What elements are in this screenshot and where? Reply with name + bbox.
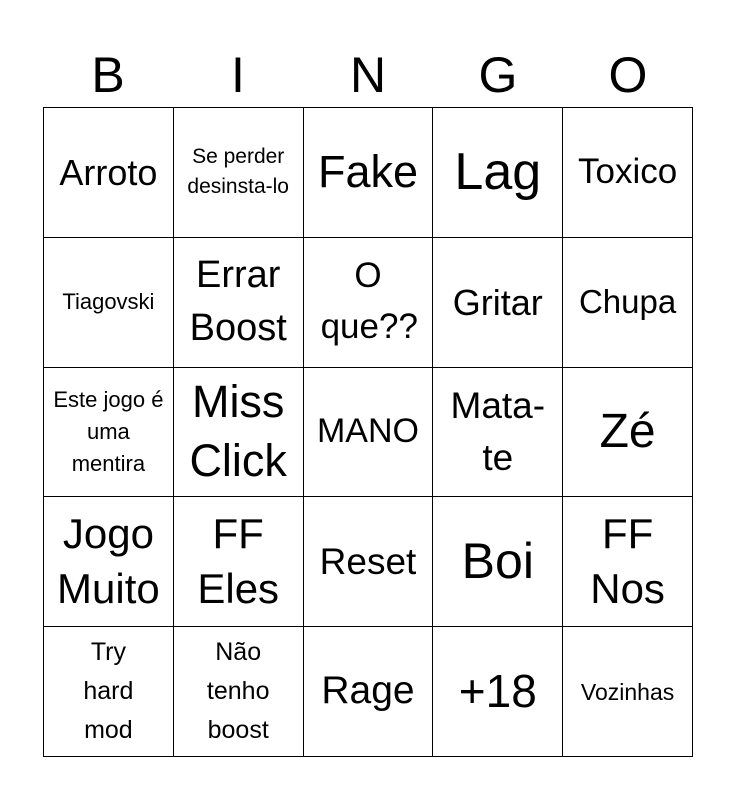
header-letter-b: B: [91, 47, 125, 103]
cell-text: Reset: [319, 540, 417, 582]
bingo-header: [43, 44, 693, 106]
cell-text: +18: [458, 664, 537, 717]
cell-text: Lag: [454, 142, 542, 201]
bingo-cell-r3-c4[interactable]: [563, 497, 693, 627]
cell-text: Mata-te: [450, 385, 546, 478]
cell-text: FF Nos: [590, 510, 665, 612]
cell-text: Jogo Muito: [57, 510, 160, 612]
bingo-cell-r3-c1[interactable]: [174, 497, 304, 627]
cell-text: MANO: [316, 412, 419, 451]
cell-text: Se perder desinsta-lo: [187, 144, 289, 199]
bingo-cell-r2-c4[interactable]: [563, 368, 693, 498]
bingo-cell-r4-c2[interactable]: [304, 627, 434, 757]
bingo-cell-r1-c1[interactable]: [174, 238, 304, 368]
bingo-cell-r3-c2[interactable]: [304, 497, 434, 627]
bingo-cell-r4-c1[interactable]: [174, 627, 304, 757]
bingo-cell-r2-c0[interactable]: [44, 368, 174, 498]
cell-text: Este jogo é uma mentira: [53, 387, 164, 476]
bingo-cell-r2-c1[interactable]: [174, 368, 304, 498]
bingo-cell-r4-c0[interactable]: [44, 627, 174, 757]
bingo-cell-r3-c3[interactable]: [433, 497, 563, 627]
bingo-cell-r1-c3[interactable]: [433, 238, 563, 368]
bingo-cell-r4-c4[interactable]: [563, 627, 693, 757]
bingo-cell-r0-c3[interactable]: [433, 108, 563, 238]
header-letter-o: O: [608, 47, 648, 103]
cell-text: Arroto: [59, 151, 158, 193]
cell-text: Try hard mod: [83, 638, 134, 744]
bingo-cell-r2-c3[interactable]: [433, 368, 563, 498]
cell-text: Tiagovski: [62, 288, 155, 314]
cell-text: Rage: [321, 669, 415, 713]
bingo-cell-r0-c4[interactable]: [563, 108, 693, 238]
bingo-cell-r0-c1[interactable]: [174, 108, 304, 238]
header-letter-n: N: [349, 47, 387, 103]
cell-text: FF Eles: [197, 510, 280, 612]
header-letter-g: G: [478, 47, 518, 103]
cell-text: Não tenho boost: [206, 638, 270, 744]
cell-text: Chupa: [578, 283, 677, 321]
cell-text: Zé: [599, 404, 656, 458]
bingo-cell-r0-c2[interactable]: [304, 108, 434, 238]
cell-text: O que??: [320, 256, 418, 347]
cell-text: Toxico: [577, 152, 678, 192]
cell-text: Fake: [317, 146, 419, 198]
bingo-cell-r2-c2[interactable]: [304, 368, 434, 498]
bingo-cell-r1-c4[interactable]: [563, 238, 693, 368]
cell-text: Gritar: [452, 281, 543, 323]
bingo-cell-r1-c2[interactable]: [304, 238, 434, 368]
cell-text: Miss Click: [189, 376, 287, 486]
bingo-cell-r1-c0[interactable]: [44, 238, 174, 368]
bingo-board: [43, 107, 693, 757]
cell-text: Errar Boost: [189, 254, 287, 350]
header-letter-i: I: [231, 47, 245, 103]
bingo-cell-r4-c3[interactable]: [433, 627, 563, 757]
cell-text: Boi: [461, 533, 534, 590]
bingo-cell-r3-c0[interactable]: [44, 497, 174, 627]
cell-text: Vozinhas: [580, 678, 675, 705]
bingo-cell-r0-c0[interactable]: [44, 108, 174, 238]
